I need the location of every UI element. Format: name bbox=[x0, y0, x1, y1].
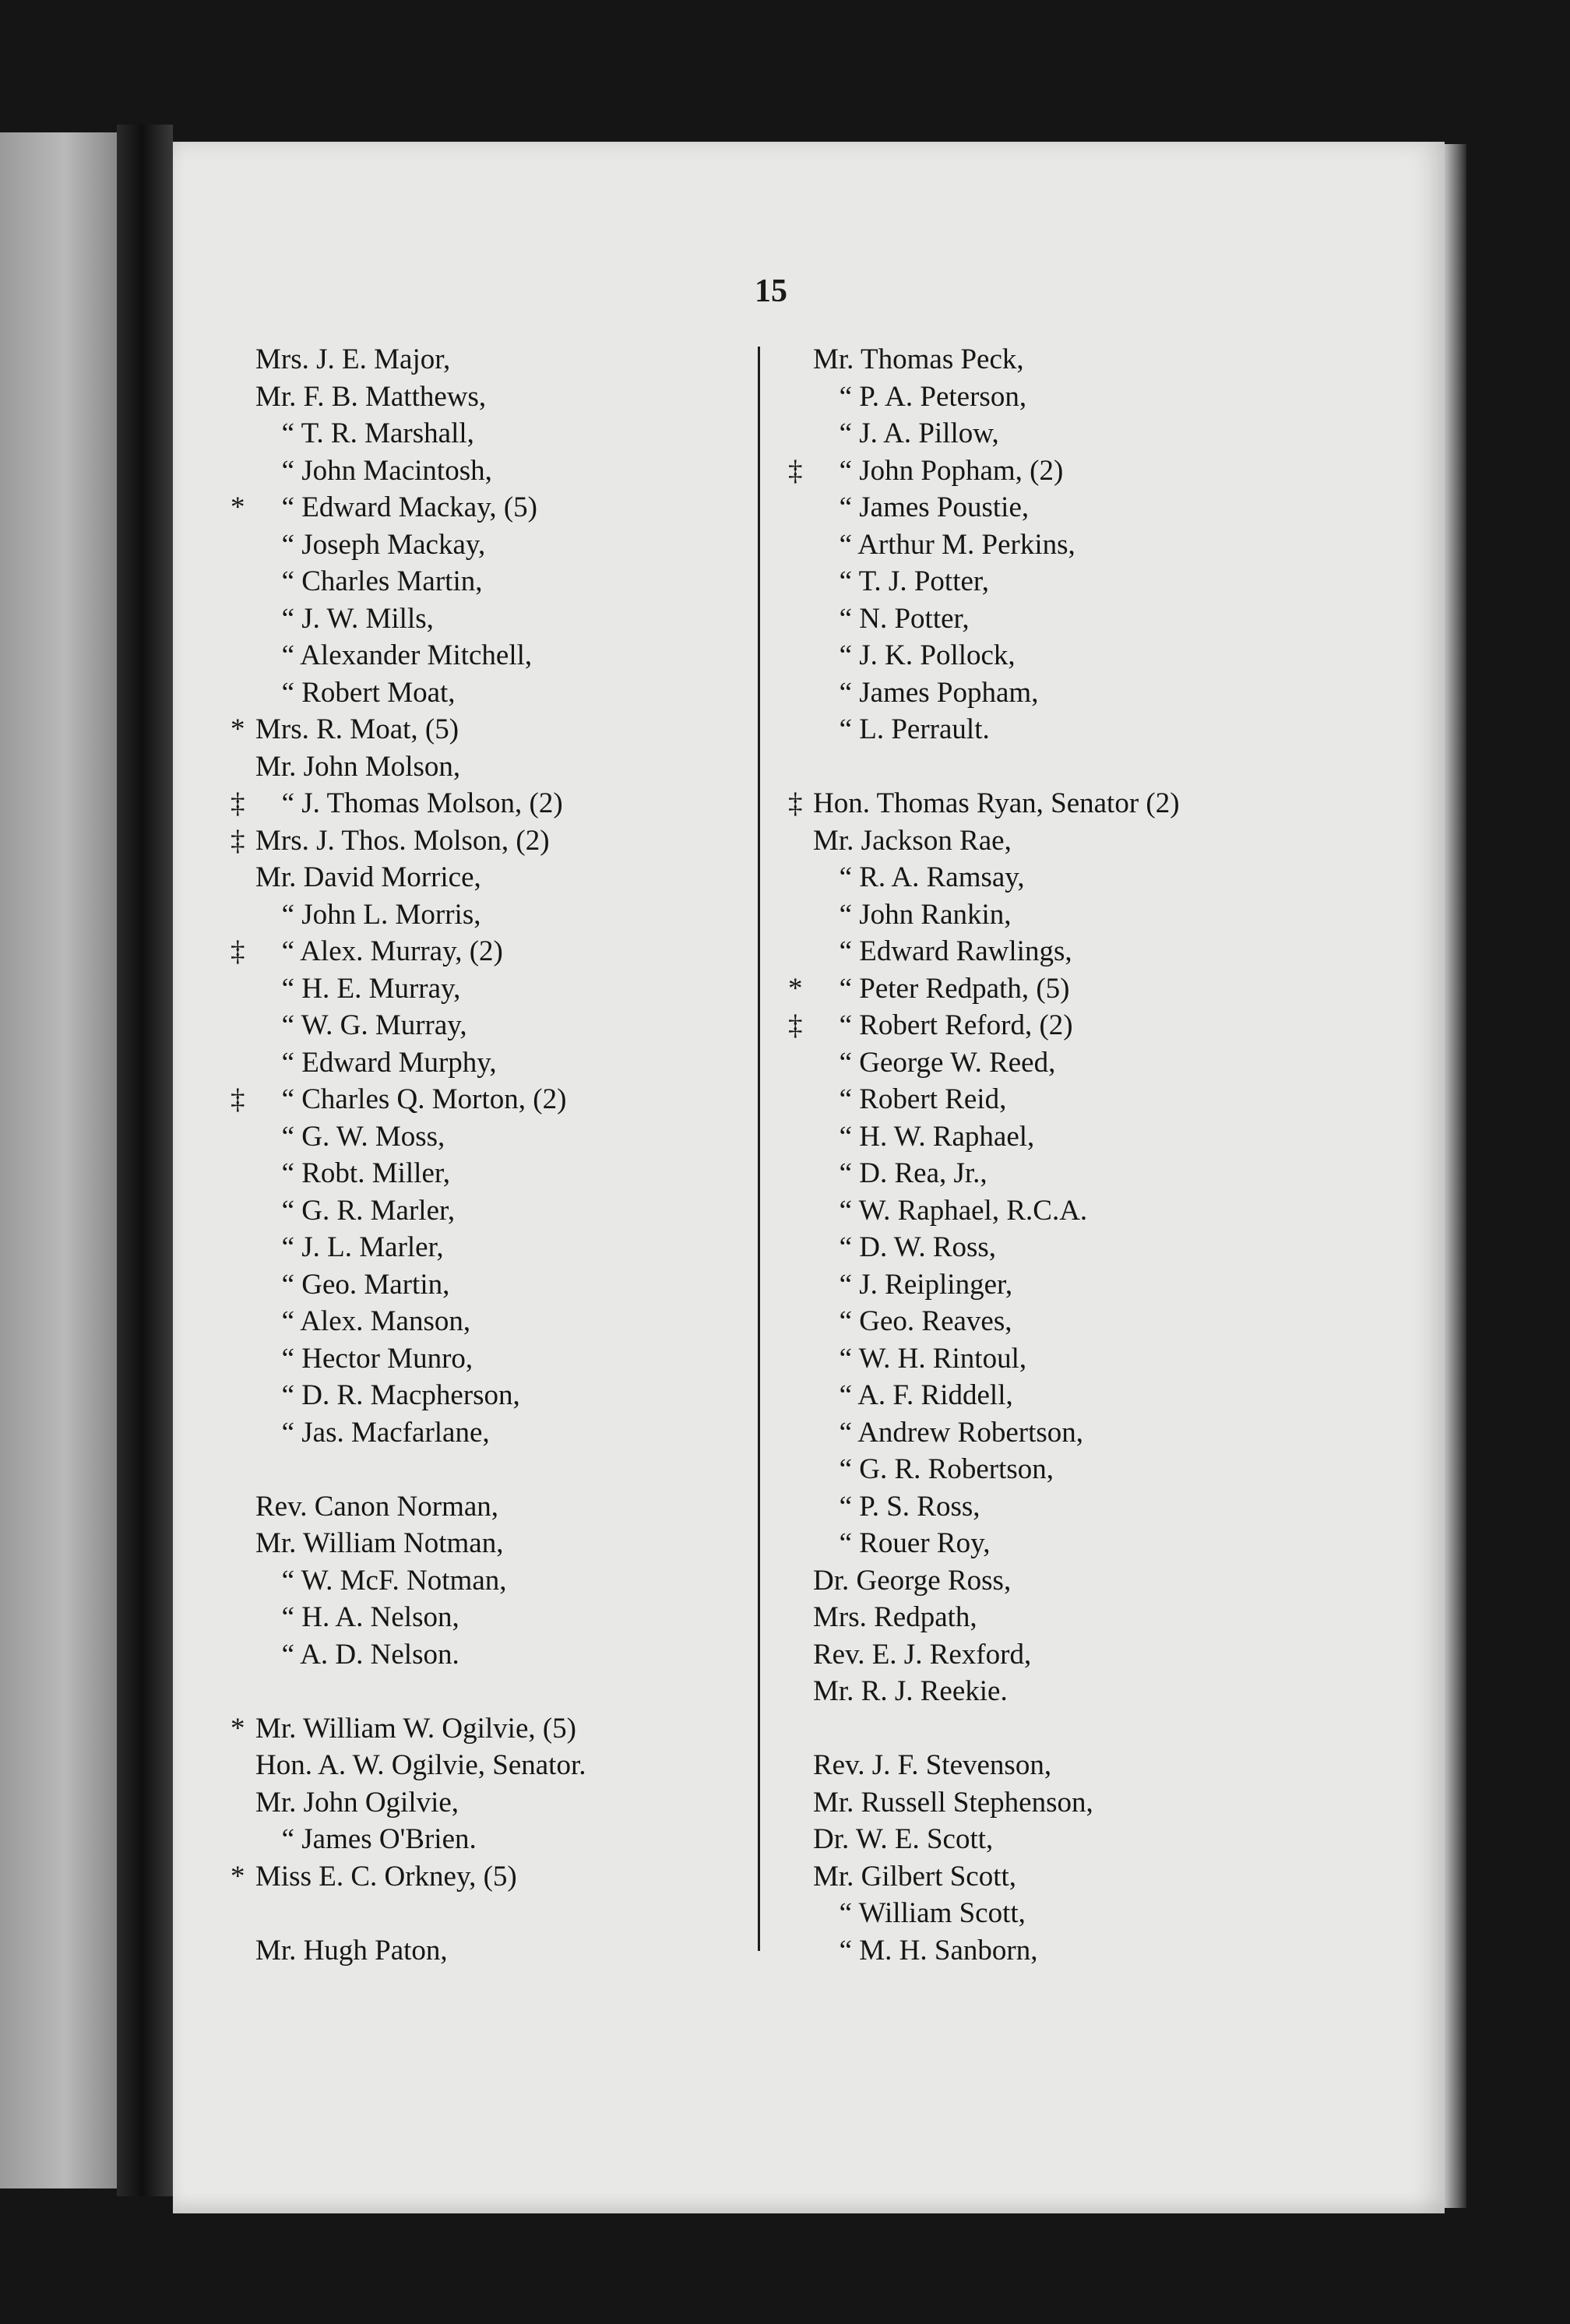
subscriber-name: “ G. R. Marler, bbox=[255, 1192, 455, 1230]
subscriber-name: Mr. John Ogilvie, bbox=[255, 1786, 459, 1819]
subscriber-name: “ Rouer Roy, bbox=[813, 1525, 990, 1562]
subscriber-name: Mr. Jackson Rae, bbox=[813, 824, 1012, 857]
subscriber-name: Dr. George Ross, bbox=[813, 1564, 1012, 1597]
ditto-mark: “ bbox=[281, 639, 294, 671]
list-item bbox=[788, 933, 1287, 970]
subscriber-name: “ James Poustie, bbox=[813, 489, 1029, 526]
list-item bbox=[788, 896, 1287, 934]
list-item bbox=[788, 1525, 1287, 1562]
ditto-mark: “ bbox=[839, 1231, 852, 1263]
list-item bbox=[231, 379, 729, 416]
list-item bbox=[231, 1858, 729, 1896]
subscriber-name: “ Alex. Murray, (2) bbox=[255, 933, 503, 970]
ditto-mark: “ bbox=[839, 639, 852, 671]
ditto-mark: “ bbox=[839, 1009, 852, 1041]
list-spacer bbox=[231, 1895, 729, 1932]
subscriber-name: “ Joseph Mackay, bbox=[255, 526, 485, 564]
list-item bbox=[231, 1636, 729, 1674]
subscriber-name: “ G. R. Robertson, bbox=[813, 1451, 1054, 1488]
ditto-mark: “ bbox=[839, 1194, 852, 1227]
subscriber-name: “ William Scott, bbox=[813, 1895, 1026, 1932]
list-item bbox=[788, 1488, 1287, 1526]
ditto-mark: “ bbox=[281, 1120, 294, 1153]
list-spacer bbox=[231, 1451, 729, 1488]
subscriber-name: Dr. W. E. Scott, bbox=[813, 1823, 994, 1855]
subscriber-name: “ Geo. Reaves, bbox=[813, 1303, 1012, 1340]
subscriber-name: “ D. Rea, Jr., bbox=[813, 1155, 987, 1192]
subscriber-name: “ J. A. Pillow, bbox=[813, 415, 999, 452]
ditto-mark: “ bbox=[281, 1823, 294, 1855]
list-item bbox=[231, 1340, 729, 1378]
list-item bbox=[231, 1377, 729, 1414]
ditto-mark: “ bbox=[281, 565, 294, 597]
subscriber-name: “ George W. Reed, bbox=[813, 1044, 1055, 1082]
subscriber-name: “ G. W. Moss, bbox=[255, 1118, 445, 1156]
subscriber-name: “ J. Reiplinger, bbox=[813, 1266, 1012, 1304]
ditto-mark: “ bbox=[839, 380, 852, 413]
subscriber-name: Hon. Thomas Ryan, Senator (2) bbox=[813, 787, 1180, 819]
subscriber-name: “ W. Raphael, R.C.A. bbox=[813, 1192, 1087, 1230]
ditto-mark: “ bbox=[839, 1120, 852, 1153]
list-item bbox=[231, 415, 729, 452]
ditto-mark: “ bbox=[281, 1194, 294, 1227]
list-item bbox=[788, 1081, 1287, 1118]
subscriber-name: “ P. A. Peterson, bbox=[813, 379, 1026, 416]
ditto-mark: “ bbox=[281, 972, 294, 1005]
list-item bbox=[788, 1155, 1287, 1192]
subscriber-name: “ Arthur M. Perkins, bbox=[813, 526, 1075, 564]
list-item bbox=[788, 1377, 1287, 1414]
list-item bbox=[788, 1932, 1287, 1970]
subscriber-name: “ H. W. Raphael, bbox=[813, 1118, 1034, 1156]
subscriber-name: “ Edward Mackay, (5) bbox=[255, 489, 537, 526]
subscriber-mark: ‡ bbox=[788, 454, 803, 487]
subscriber-name: “ Edward Murphy, bbox=[255, 1044, 497, 1082]
subscriber-name: “ A. D. Nelson. bbox=[255, 1636, 459, 1674]
list-item bbox=[788, 1229, 1287, 1266]
list-item bbox=[788, 785, 1287, 822]
subscriber-name: Mr. R. J. Reekie. bbox=[813, 1675, 1008, 1707]
subscriber-name: “ Edward Rawlings, bbox=[813, 933, 1072, 970]
list-item bbox=[231, 489, 729, 526]
list-item bbox=[231, 711, 729, 748]
list-item bbox=[788, 1636, 1287, 1674]
list-item bbox=[231, 637, 729, 674]
list-item bbox=[231, 1821, 729, 1858]
list-item bbox=[788, 970, 1287, 1008]
subscriber-name: Mr. Thomas Peck, bbox=[813, 343, 1024, 375]
list-item bbox=[788, 1451, 1287, 1488]
subscriber-name: Mr. Russell Stephenson, bbox=[813, 1786, 1093, 1819]
list-item bbox=[788, 637, 1287, 674]
list-item bbox=[788, 526, 1287, 564]
subscriber-name: “ Peter Redpath, (5) bbox=[813, 970, 1069, 1008]
subscriber-mark: * bbox=[231, 713, 245, 745]
left-name-column bbox=[231, 341, 729, 1969]
subscriber-name: Rev. E. J. Rexford, bbox=[813, 1638, 1032, 1671]
list-item bbox=[788, 1044, 1287, 1082]
ditto-mark: “ bbox=[281, 1564, 294, 1597]
list-item bbox=[231, 452, 729, 490]
subscriber-name: Mr. John Molson, bbox=[255, 750, 461, 783]
ditto-mark: “ bbox=[281, 1157, 294, 1189]
list-item bbox=[231, 748, 729, 786]
list-item bbox=[231, 1118, 729, 1156]
list-item bbox=[788, 711, 1287, 748]
list-item bbox=[788, 341, 1287, 379]
subscriber-name: “ John L. Morris, bbox=[255, 896, 481, 934]
list-item bbox=[231, 1747, 729, 1784]
subscriber-name: “ Robert Moat, bbox=[255, 674, 456, 712]
book-spine bbox=[117, 125, 173, 2196]
list-item bbox=[231, 1192, 729, 1230]
list-item bbox=[788, 1562, 1287, 1600]
subscriber-name: Mr. William Notman, bbox=[255, 1527, 504, 1559]
list-item bbox=[231, 1155, 729, 1192]
ditto-mark: “ bbox=[839, 972, 852, 1005]
ditto-mark: “ bbox=[839, 1527, 852, 1559]
ditto-mark: “ bbox=[281, 1638, 294, 1671]
ditto-mark: “ bbox=[839, 1379, 852, 1411]
subscriber-name: “ H. A. Nelson, bbox=[255, 1599, 459, 1636]
list-item bbox=[231, 1710, 729, 1748]
list-item bbox=[231, 933, 729, 970]
subscriber-name: “ J. W. Mills, bbox=[255, 600, 434, 638]
subscriber-name: “ T. J. Potter, bbox=[813, 563, 989, 600]
list-item bbox=[231, 526, 729, 564]
list-item bbox=[231, 1414, 729, 1452]
list-item bbox=[788, 1599, 1287, 1636]
subscriber-name: “ H. E. Murray, bbox=[255, 970, 460, 1008]
ditto-mark: “ bbox=[839, 1083, 852, 1115]
subscriber-name: Mr. Hugh Paton, bbox=[255, 1934, 448, 1967]
list-item bbox=[231, 859, 729, 896]
ditto-mark: “ bbox=[281, 1416, 294, 1449]
subscriber-name: “ P. S. Ross, bbox=[813, 1488, 980, 1526]
ditto-mark: “ bbox=[839, 491, 852, 523]
list-item bbox=[788, 674, 1287, 712]
subscriber-name: “ M. H. Sanborn, bbox=[813, 1932, 1037, 1970]
subscriber-name: “ N. Potter, bbox=[813, 600, 970, 638]
subscriber-name: “ J. L. Marler, bbox=[255, 1229, 444, 1266]
ditto-mark: “ bbox=[839, 1897, 852, 1929]
subscriber-name: Rev. Canon Norman, bbox=[255, 1490, 499, 1523]
list-item bbox=[231, 1303, 729, 1340]
ditto-mark: “ bbox=[839, 1342, 852, 1375]
subscriber-name: “ W. McF. Notman, bbox=[255, 1562, 507, 1600]
list-item bbox=[788, 822, 1287, 860]
ditto-mark: “ bbox=[281, 1379, 294, 1411]
list-item bbox=[788, 452, 1287, 490]
subscriber-name: “ John Popham, (2) bbox=[813, 452, 1063, 490]
subscriber-name: Hon. A. W. Ogilvie, Senator. bbox=[255, 1749, 586, 1781]
list-item bbox=[231, 1488, 729, 1526]
subscriber-mark: * bbox=[231, 491, 245, 523]
subscriber-mark: ‡ bbox=[788, 1009, 803, 1041]
list-spacer bbox=[788, 748, 1287, 786]
list-item bbox=[231, 1266, 729, 1304]
ditto-mark: “ bbox=[281, 1268, 294, 1301]
subscriber-name: “ Robert Reid, bbox=[813, 1081, 1006, 1118]
ditto-mark: “ bbox=[281, 1009, 294, 1041]
subscriber-name: Mr. William W. Ogilvie, (5) bbox=[255, 1712, 577, 1745]
ditto-mark: “ bbox=[839, 935, 852, 967]
list-item bbox=[231, 785, 729, 822]
subscriber-name: “ Jas. Macfarlane, bbox=[255, 1414, 490, 1452]
list-item bbox=[788, 1784, 1287, 1822]
page-edge-shadow bbox=[1445, 144, 1466, 2208]
ditto-mark: “ bbox=[839, 713, 852, 745]
subscriber-mark: * bbox=[788, 972, 803, 1005]
ditto-mark: “ bbox=[839, 1490, 852, 1523]
subscriber-name: “ D. W. Ross, bbox=[813, 1229, 996, 1266]
list-item bbox=[788, 415, 1287, 452]
ditto-mark: “ bbox=[281, 898, 294, 931]
facing-page-edge bbox=[0, 132, 117, 2188]
ditto-mark: “ bbox=[839, 602, 852, 635]
subscriber-name: “ W. H. Rintoul, bbox=[813, 1340, 1026, 1378]
subscriber-name: “ James Popham, bbox=[813, 674, 1038, 712]
list-item bbox=[231, 1932, 729, 1970]
list-item bbox=[231, 1525, 729, 1562]
subscriber-name: “ A. F. Riddell, bbox=[813, 1377, 1013, 1414]
subscriber-name: Mr. F. B. Matthews, bbox=[255, 380, 487, 413]
list-item bbox=[231, 341, 729, 379]
ditto-mark: “ bbox=[839, 1157, 852, 1189]
list-item bbox=[231, 1784, 729, 1822]
list-item bbox=[231, 1007, 729, 1044]
ditto-mark: “ bbox=[839, 528, 852, 561]
list-item bbox=[231, 1081, 729, 1118]
subscriber-name: “ Robert Reford, (2) bbox=[813, 1007, 1073, 1044]
column-divider bbox=[758, 347, 760, 1951]
subscriber-name: “ Andrew Robertson, bbox=[813, 1414, 1083, 1452]
ditto-mark: “ bbox=[839, 1268, 852, 1301]
subscriber-name: “ R. A. Ramsay, bbox=[813, 859, 1025, 896]
ditto-mark: “ bbox=[839, 565, 852, 597]
list-item bbox=[788, 563, 1287, 600]
subscriber-name: “ W. G. Murray, bbox=[255, 1007, 467, 1044]
list-item bbox=[231, 1044, 729, 1082]
subscriber-name: “ Alex. Manson, bbox=[255, 1303, 470, 1340]
list-item bbox=[231, 1229, 729, 1266]
list-item bbox=[788, 1414, 1287, 1452]
list-spacer bbox=[788, 1710, 1287, 1748]
list-item bbox=[231, 970, 729, 1008]
list-item bbox=[788, 1821, 1287, 1858]
subscriber-name: “ J. Thomas Molson, (2) bbox=[255, 785, 563, 822]
ditto-mark: “ bbox=[839, 861, 852, 893]
ditto-mark: “ bbox=[281, 1342, 294, 1375]
list-item bbox=[788, 1895, 1287, 1932]
subscriber-mark: ‡ bbox=[231, 787, 245, 819]
ditto-mark: “ bbox=[839, 1416, 852, 1449]
subscriber-name: “ Hector Munro, bbox=[255, 1340, 473, 1378]
subscriber-name: Mrs. Redpath, bbox=[813, 1601, 977, 1633]
subscriber-mark: ‡ bbox=[231, 935, 245, 967]
ditto-mark: “ bbox=[839, 1934, 852, 1967]
subscriber-name: Rev. J. F. Stevenson, bbox=[813, 1749, 1052, 1781]
list-item bbox=[788, 1192, 1287, 1230]
list-item bbox=[788, 1858, 1287, 1896]
subscriber-name: “ Robt. Miller, bbox=[255, 1155, 450, 1192]
ditto-mark: “ bbox=[281, 454, 294, 487]
subscriber-name: “ D. R. Macpherson, bbox=[255, 1377, 520, 1414]
subscriber-name: “ John Rankin, bbox=[813, 896, 1012, 934]
ditto-mark: “ bbox=[839, 1305, 852, 1337]
list-item bbox=[231, 822, 729, 860]
list-item bbox=[788, 1303, 1287, 1340]
list-spacer bbox=[231, 1673, 729, 1710]
ditto-mark: “ bbox=[281, 935, 294, 967]
ditto-mark: “ bbox=[839, 1453, 852, 1485]
subscriber-name: “ T. R. Marshall, bbox=[255, 415, 474, 452]
subscriber-name: Miss E. C. Orkney, (5) bbox=[255, 1860, 517, 1893]
subscriber-name: “ Alexander Mitchell, bbox=[255, 637, 532, 674]
ditto-mark: “ bbox=[839, 417, 852, 449]
list-item bbox=[788, 1118, 1287, 1156]
list-item bbox=[788, 1673, 1287, 1710]
list-item bbox=[788, 1747, 1287, 1784]
subscriber-name: Mr. Gilbert Scott, bbox=[813, 1860, 1017, 1893]
subscriber-name: “ Charles Martin, bbox=[255, 563, 482, 600]
list-item bbox=[231, 1599, 729, 1636]
list-item bbox=[788, 1007, 1287, 1044]
ditto-mark: “ bbox=[281, 1046, 294, 1079]
subscriber-name: Mrs. J. Thos. Molson, (2) bbox=[255, 824, 550, 857]
ditto-mark: “ bbox=[281, 528, 294, 561]
ditto-mark: “ bbox=[839, 1046, 852, 1079]
subscriber-name: “ J. K. Pollock, bbox=[813, 637, 1016, 674]
subscriber-name: “ Charles Q. Morton, (2) bbox=[255, 1081, 566, 1118]
list-item bbox=[788, 489, 1287, 526]
list-item bbox=[788, 600, 1287, 638]
page-number: 15 bbox=[755, 273, 787, 309]
list-item bbox=[231, 674, 729, 712]
ditto-mark: “ bbox=[281, 417, 294, 449]
subscriber-name: Mrs. J. E. Major, bbox=[255, 343, 451, 375]
ditto-mark: “ bbox=[281, 1231, 294, 1263]
subscriber-name: “ James O'Brien. bbox=[255, 1821, 477, 1858]
ditto-mark: “ bbox=[839, 676, 852, 709]
ditto-mark: “ bbox=[281, 1601, 294, 1633]
list-item bbox=[788, 379, 1287, 416]
list-item bbox=[231, 563, 729, 600]
subscriber-name: “ L. Perrault. bbox=[813, 711, 990, 748]
ditto-mark: “ bbox=[281, 1305, 294, 1337]
ditto-mark: “ bbox=[281, 1083, 294, 1115]
list-item bbox=[788, 859, 1287, 896]
ditto-mark: “ bbox=[281, 676, 294, 709]
subscriber-mark: ‡ bbox=[231, 1083, 245, 1115]
subscriber-mark: * bbox=[231, 1860, 245, 1893]
list-item bbox=[231, 1562, 729, 1600]
list-item bbox=[788, 1266, 1287, 1304]
list-item bbox=[231, 600, 729, 638]
list-item bbox=[231, 896, 729, 934]
ditto-mark: “ bbox=[839, 898, 852, 931]
ditto-mark: “ bbox=[281, 602, 294, 635]
subscriber-mark: ‡ bbox=[788, 787, 803, 819]
ditto-mark: “ bbox=[281, 491, 294, 523]
subscriber-name: Mrs. R. Moat, (5) bbox=[255, 713, 459, 745]
ditto-mark: “ bbox=[839, 454, 852, 487]
list-item bbox=[788, 1340, 1287, 1378]
subscriber-mark: ‡ bbox=[231, 824, 245, 857]
ditto-mark: “ bbox=[281, 787, 294, 819]
subscriber-mark: * bbox=[231, 1712, 245, 1745]
subscriber-name: Mr. David Morrice, bbox=[255, 861, 481, 893]
subscriber-name: “ Geo. Martin, bbox=[255, 1266, 449, 1304]
subscriber-name: “ John Macintosh, bbox=[255, 452, 492, 490]
right-name-column bbox=[788, 341, 1287, 1969]
